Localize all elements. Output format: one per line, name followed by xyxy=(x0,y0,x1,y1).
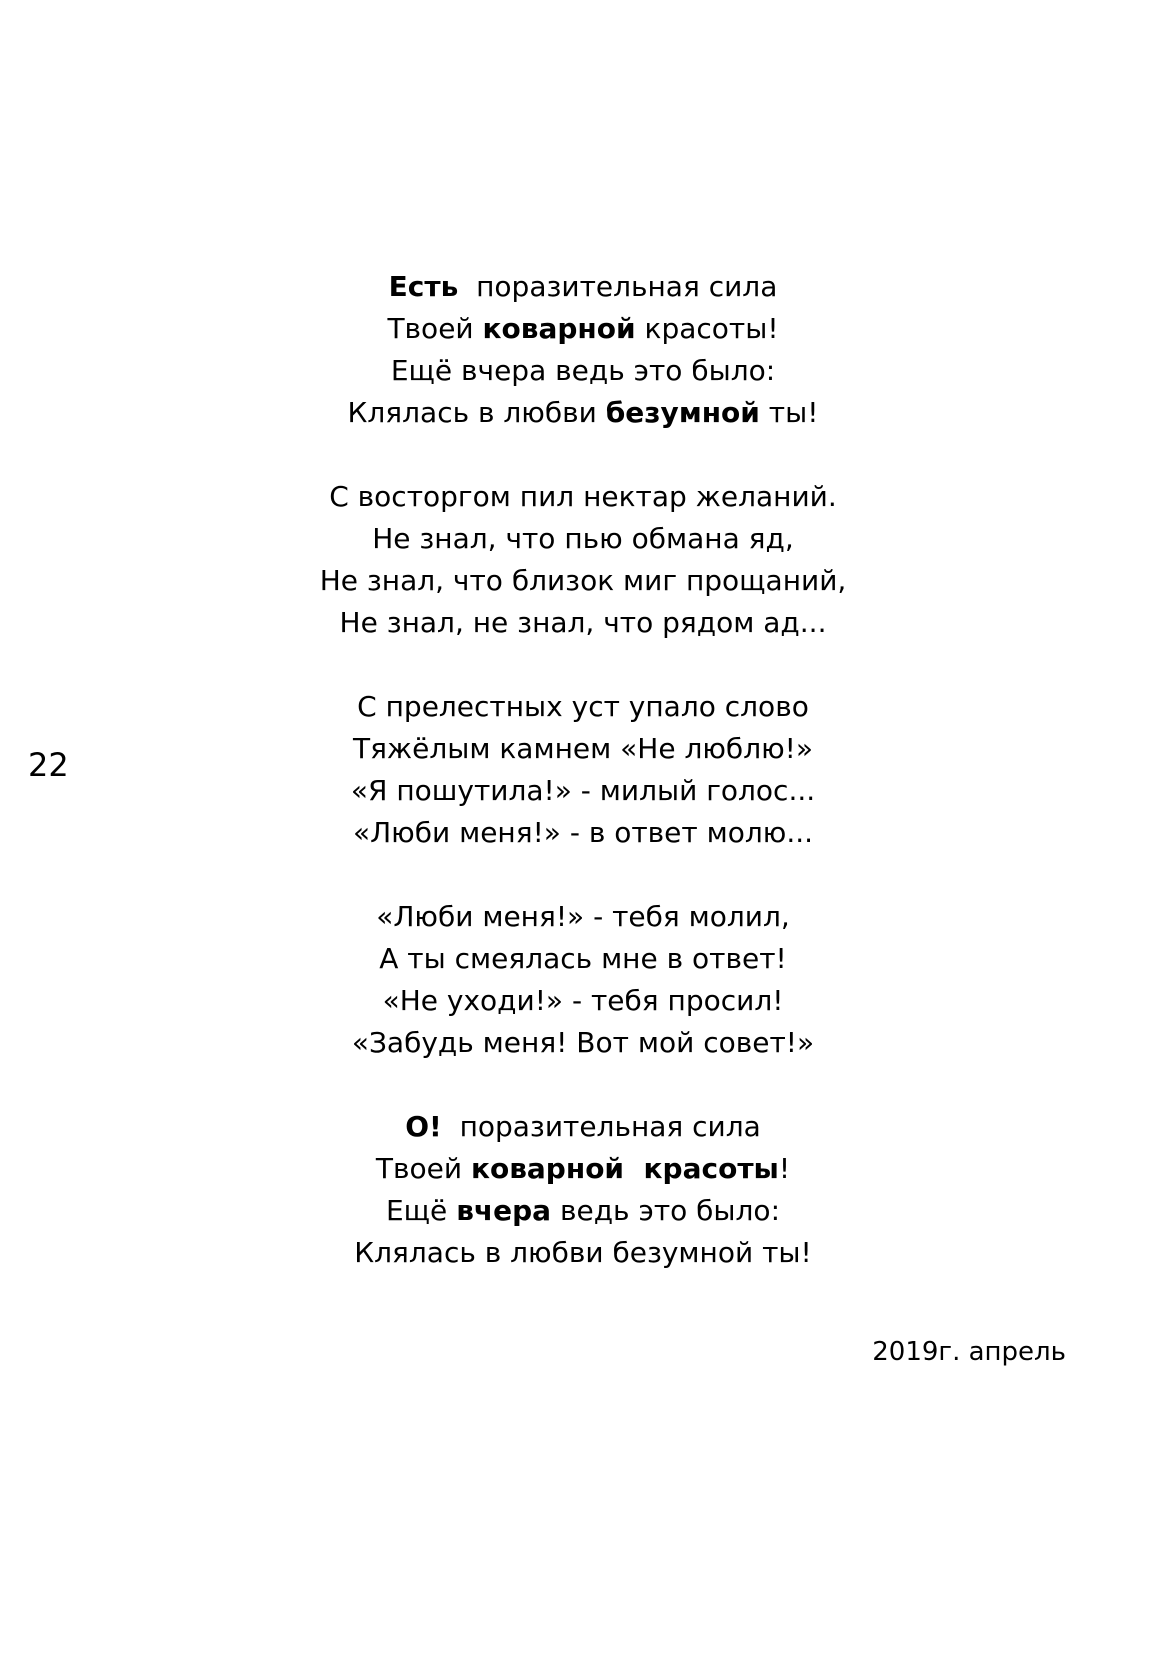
poem-line xyxy=(0,392,1166,434)
bold-text: коварной красоты xyxy=(470,1152,779,1185)
poem-line xyxy=(0,686,1166,728)
line-text: А ты смеялась мне в ответ! xyxy=(379,942,787,975)
bold-text: безумной xyxy=(605,396,760,429)
bold-text: коварной xyxy=(482,312,636,345)
line-text: ! xyxy=(778,1152,791,1185)
poem-line xyxy=(0,728,1166,770)
line-text: С прелестных уст упало слово xyxy=(357,690,809,723)
poem xyxy=(0,266,1166,1316)
line-text: Не знал, что пью обмана яд, xyxy=(372,522,794,555)
bold-text: Есть xyxy=(388,270,459,303)
poem-line xyxy=(0,476,1166,518)
line-text: «Я пошутила!» - милый голос... xyxy=(350,774,816,807)
line-text: Твоей xyxy=(375,1152,471,1185)
poem-line xyxy=(0,602,1166,644)
stanza xyxy=(0,1106,1166,1274)
line-text: «Не уходи!» - тебя просил! xyxy=(382,984,784,1017)
line-text: «Люби меня!» - тебя молил, xyxy=(376,900,790,933)
stanza xyxy=(0,686,1166,854)
date-note: 2019г. апрель xyxy=(872,1337,1066,1367)
line-text: Не знал, не знал, что рядом ад... xyxy=(339,606,827,639)
poem-line xyxy=(0,770,1166,812)
poem-line xyxy=(0,1022,1166,1064)
stanza xyxy=(0,896,1166,1064)
poem-line xyxy=(0,518,1166,560)
poem-line xyxy=(0,1232,1166,1274)
bold-text: О! xyxy=(405,1110,442,1143)
poem-line xyxy=(0,938,1166,980)
line-text: ведь это было: xyxy=(551,1194,780,1227)
stanza xyxy=(0,476,1166,644)
poem-line xyxy=(0,308,1166,350)
line-text: ты! xyxy=(759,396,819,429)
line-text: Ещё xyxy=(385,1194,457,1227)
line-text: Ещё вчера ведь это было: xyxy=(390,354,776,387)
line-text: Не знал, что близок миг прощаний, xyxy=(319,564,847,597)
poem-line xyxy=(0,350,1166,392)
line-text: С восторгом пил нектар желаний. xyxy=(329,480,837,513)
poem-line xyxy=(0,560,1166,602)
line-text: Клялась в любви xyxy=(347,396,606,429)
poem-line xyxy=(0,1106,1166,1148)
line-text: красоты! xyxy=(635,312,779,345)
bold-text: вчера xyxy=(456,1194,552,1227)
poem-line xyxy=(0,896,1166,938)
line-text: поразительная сила xyxy=(458,270,778,303)
poem-line xyxy=(0,1190,1166,1232)
line-text: «Забудь меня! Вот мой совет!» xyxy=(351,1026,815,1059)
poem-line xyxy=(0,980,1166,1022)
poem-line xyxy=(0,266,1166,308)
line-text: поразительная сила xyxy=(441,1110,761,1143)
line-text: Твоей xyxy=(387,312,483,345)
poem-line xyxy=(0,1148,1166,1190)
poem-line xyxy=(0,812,1166,854)
line-text: «Люби меня!» - в ответ молю... xyxy=(352,816,814,849)
line-text: Клялась в любви безумной ты! xyxy=(354,1236,812,1269)
page-number: 22 xyxy=(28,746,69,784)
line-text: Тяжёлым камнем «Не люблю!» xyxy=(352,732,814,765)
stanza xyxy=(0,266,1166,434)
